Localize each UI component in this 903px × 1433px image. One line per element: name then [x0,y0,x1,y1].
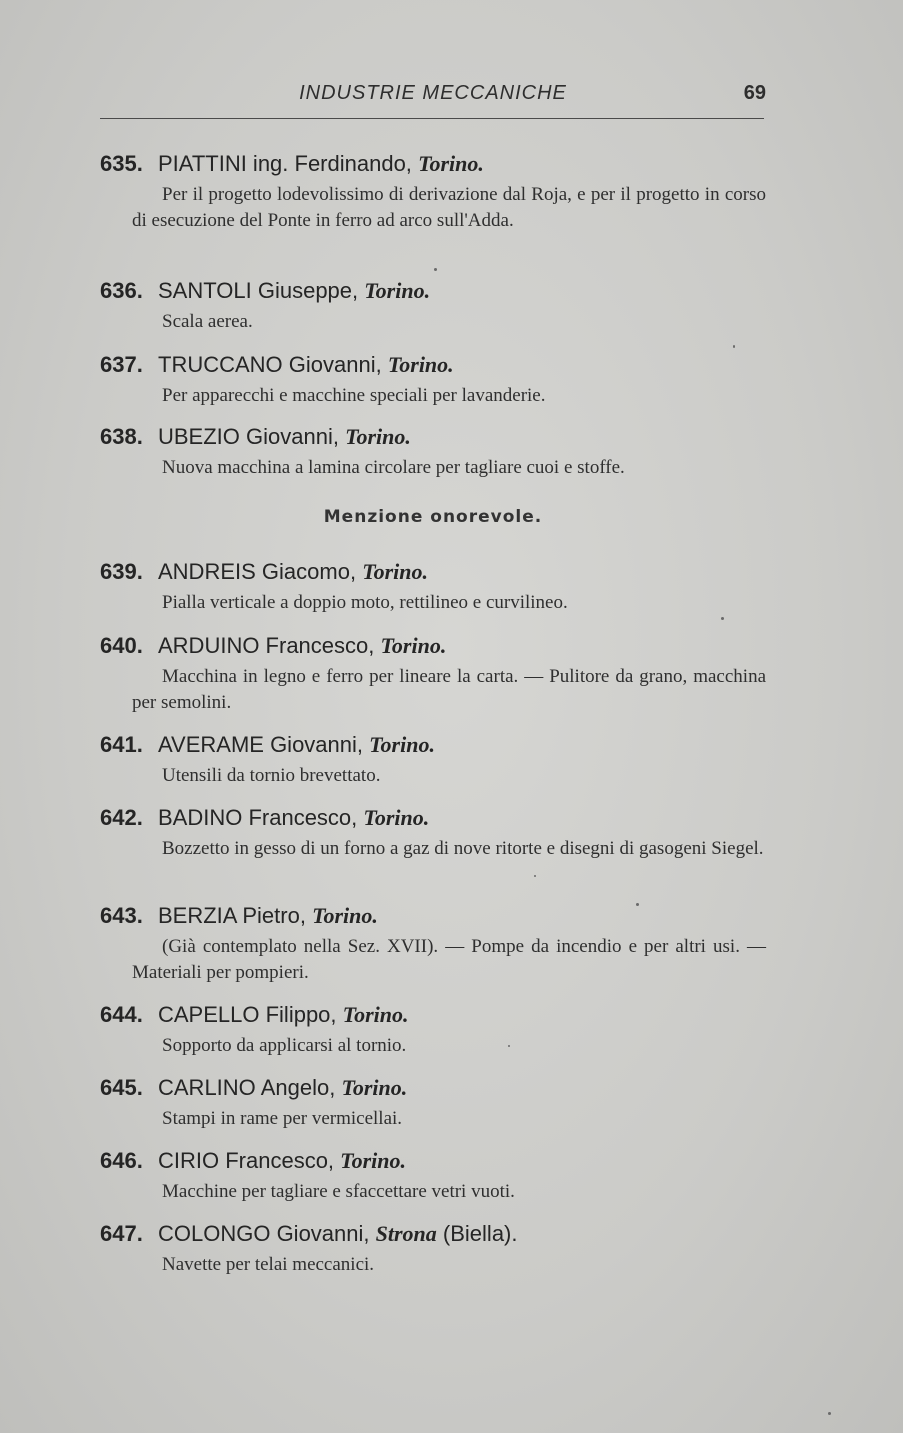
entry-city: Strona [375,1221,437,1246]
entry-name: TRUCCANO Giovanni, [158,352,382,377]
entry-city: Torino. [363,805,430,830]
entry-city-suffix: (Biella). [442,1221,518,1246]
entry-number: 637. [100,352,143,377]
entry-name: CARLINO Angelo, [158,1075,336,1100]
entry-heading [100,556,766,588]
entry-city: Torino. [312,903,378,928]
entry-description: Pialla verticale a doppio moto, rettilineo e curvilineo. [162,592,568,613]
entry-description: (Già contemplato nella Sez. XVII). — Pompe da incendio e per altri usi. — Materiali per pompieri. [132,936,766,983]
entry-name: PIATTINI ing. Ferdinando, [158,151,412,176]
paper-speck [534,875,536,877]
entry-name: SANTOLI Giuseppe, [158,278,359,303]
entry-number: 644. [100,1002,143,1027]
entry-heading [100,1072,766,1104]
entry-heading [100,729,766,761]
entry-name: BERZIA Pietro, [158,903,306,928]
entry-name: BADINO Francesco, [158,805,358,830]
entry-description: Per il progetto lodevolissimo di derivazione dal Roja, e per il progetto in corso di esecuzione del Ponte in ferro ad arco sull'Adda. [132,184,766,231]
entry-heading [100,1218,766,1250]
paper-speck [828,1412,831,1415]
entry-636 [100,275,766,335]
entry-city: Torino. [364,278,431,303]
entry-city: Torino. [342,1002,409,1027]
entry-description: Per apparecchi e macchine speciali per lavanderie. [162,385,546,406]
entry-city: Torino. [362,559,429,584]
running-title: INDUSTRIE MECCANICHE [299,82,567,104]
paper-speck [733,345,735,348]
paper-speck [508,1045,510,1047]
entry-description: Navette per telai meccanici. [162,1254,375,1275]
header-rule [100,118,764,119]
entry-635 [100,148,766,234]
entry-640 [100,630,766,716]
entry-city: Torino. [345,424,411,449]
entry-643 [100,900,766,986]
entry-637 [100,349,766,409]
entry-number: 647. [100,1221,143,1246]
entry-city: Torino. [418,151,484,176]
paper-speck [636,903,639,906]
entry-heading [100,349,766,381]
entry-description: Macchina in legno e ferro per lineare la carta. — Pulitore da grano, macchina per semolini. [132,666,766,713]
entry-description: Macchine per tagliare e sfaccettare vetri vuoti. [162,1181,515,1202]
entry-641 [100,729,766,789]
entry-heading [100,630,766,662]
running-head [100,78,766,112]
entry-description: Bozzetto in gesso di un forno a gaz di nove ritorte e disegni di gasogeni Siegel. [162,838,764,859]
entry-city: Torino. [340,1148,406,1173]
entry-heading [100,900,766,932]
paper-speck [721,617,724,620]
entry-number: 635. [100,151,143,176]
entry-645 [100,1072,766,1132]
entry-heading [100,275,766,307]
paper-speck [434,268,437,271]
entry-heading [100,1145,766,1177]
entry-description: Sopporto da applicarsi al tornio. [162,1035,407,1056]
page-number: 69 [743,82,766,104]
entry-number: 646. [100,1148,143,1173]
entry-638 [100,421,766,481]
entry-heading [100,802,766,834]
entry-description: Scala aerea. [162,311,253,332]
entry-number: 645. [100,1075,143,1100]
entry-646 [100,1145,766,1205]
entry-description: Utensili da tornio brevettato. [162,765,381,786]
section-heading: Menzione onorevole. [323,507,543,527]
entry-name: ARDUINO Francesco, [158,633,375,658]
entry-name: UBEZIO Giovanni, [158,424,339,449]
entry-name: COLONGO Giovanni, [158,1221,370,1246]
entry-644 [100,999,766,1059]
entry-city: Torino. [341,1075,408,1100]
entry-number: 642. [100,805,143,830]
entry-number: 636. [100,278,143,303]
entry-city: Torino. [369,732,435,757]
entry-description: Nuova macchina a lamina circolare per tagliare cuoi e stoffe. [162,457,625,478]
entry-heading [100,148,766,180]
entry-number: 643. [100,903,143,928]
entry-number: 639. [100,559,143,584]
entry-number: 638. [100,424,143,449]
entry-city: Torino. [387,352,454,377]
entry-number: 641. [100,732,143,757]
entry-642 [100,802,766,862]
entry-heading [100,421,766,453]
entry-647 [100,1218,766,1278]
entry-heading [100,999,766,1031]
entry-name: ANDREIS Giacomo, [158,559,357,584]
entry-name: AVERAME Giovanni, [158,732,364,757]
entry-639 [100,556,766,616]
entry-number: 640. [100,633,143,658]
entry-name: CIRIO Francesco, [158,1148,335,1173]
entry-city: Torino. [380,633,447,658]
entry-name: CAPELLO Filippo, [158,1002,337,1027]
entry-description: Stampi in rame per vermicellai. [162,1108,403,1129]
